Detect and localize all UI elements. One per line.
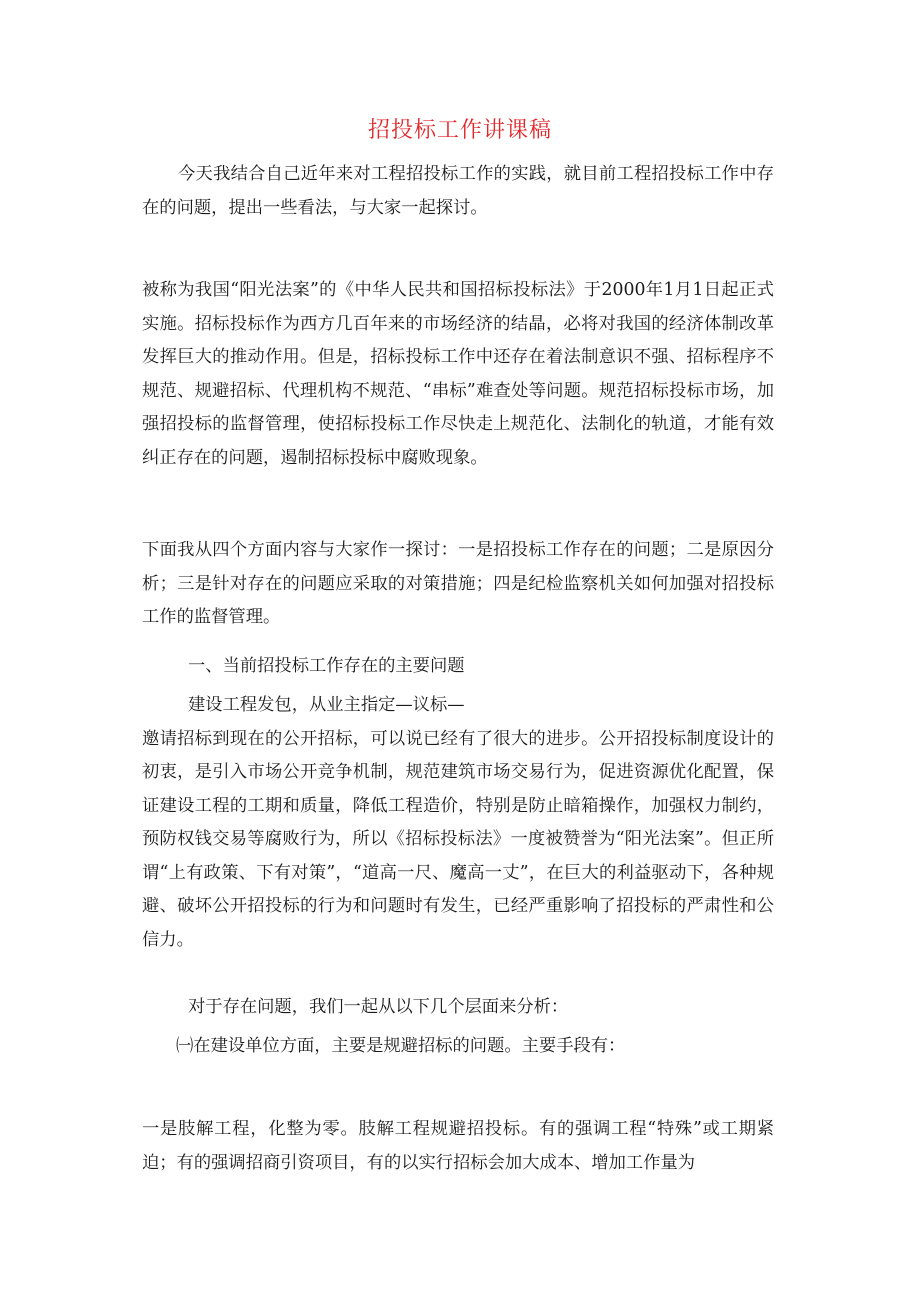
construction-body-text: 邀请招标到现在的公开招标，可以说已经有了很大的进步。公开招投标制度设计的初衷，是引入市场公开竞争机制，规范建筑市场交易行为，促进资源优化配置，保证建设工程的工期和质量，降低工程造价，特别是防止暗箱操作，加强权力制约，预防权钱交易等腐败行为，所以《招标投标法》一度被赞誉为“阳光法案”。但正所谓“上有政策、下有对策”，“道高一尺、魔高一丈”，在巨大的利益驱动下，各种规避、破坏公开招投标的行为和问题时有发生，已经严重影响了招投标的严肃性和公信力。 bbox=[142, 728, 774, 950]
construction-lead-line: 建设工程发包，从业主指定—议标— bbox=[188, 695, 465, 715]
intro-paragraph: 今天我结合自己近年来对工程招投标工作的实践，就目前工程招投标工作中存在的问题，提出一些看法，与大家一起探讨。 bbox=[142, 164, 774, 218]
document-title: 招投标工作讲课稿 bbox=[367, 118, 552, 143]
law-paragraph: 被称为我国“阳光法案”的《中华人民共和国招标投标法》于2000年1月1日起正式实施。招标投标作为西方几百年来的市场经济的结晶，必将对我国的经济体制改革发挥巨大的推动作用。但是，招标投标工作中还存在着法制意识不强、招标程序不规范、规避招标、代理机构不规范、“串标”难查处等问题。规范招标投标市场，加强招投标的监督管理，使招标投标工作尽快走上规范化、法制化的轨道，才能有效纠正存在的问题，遏制招标投标中腐败现象。 bbox=[142, 280, 774, 468]
construction-paragraph bbox=[142, 689, 774, 957]
section-heading-1: 一、当前招投标工作存在的主要问题 bbox=[188, 656, 465, 676]
analysis-intro-paragraph: 对于存在问题，我们一起从以下几个层面来分析： bbox=[188, 997, 569, 1017]
point-one-paragraph: 一是肢解工程，化整为零。肢解工程规避招投标。有的强调工程“特殊”或工期紧迫；有的强调招商引资项目，有的以实行招标会加大成本、增加工作量为 bbox=[142, 1119, 774, 1173]
unit-heading-paragraph: ㈠在建设单位方面，主要是规避招标的问题。主要手段有： bbox=[176, 1036, 626, 1056]
four-aspects-paragraph: 下面我从四个方面内容与大家作一探讨：一是招投标工作存在的问题；二是原因分析；三是针对存在的问题应采取的对策措施；四是纪检监察机关如何加强对招投标工作的监督管理。 bbox=[142, 540, 774, 627]
